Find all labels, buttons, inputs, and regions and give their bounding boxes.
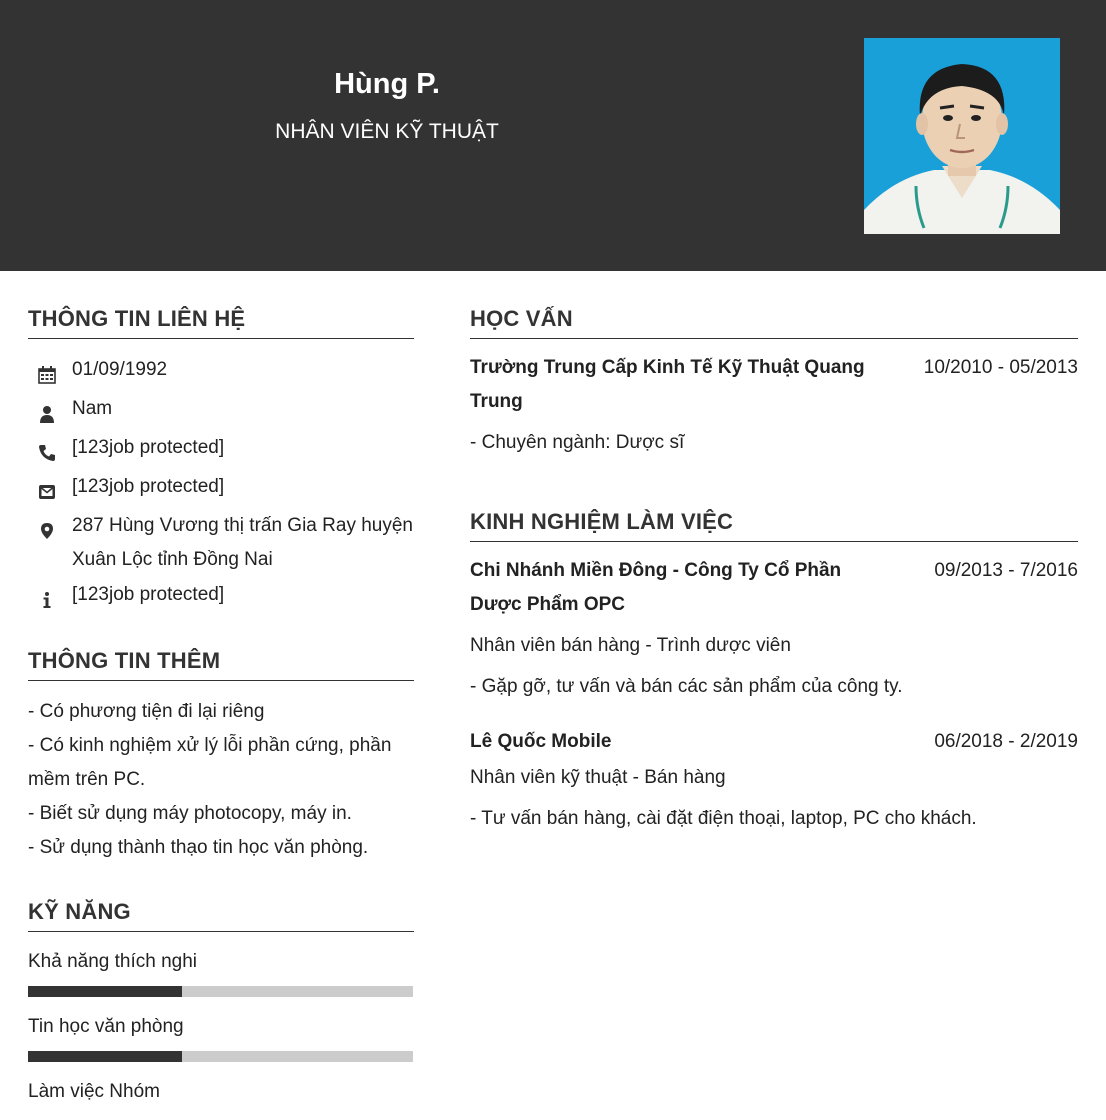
education-date: 10/2010 - 05/2013: [923, 357, 1078, 378]
education-title: HỌC VẤN: [470, 306, 1078, 339]
skill-name: Làm việc Nhóm: [28, 1081, 160, 1102]
phone-icon: [38, 440, 56, 458]
birthday-value: 01/09/1992: [72, 359, 168, 380]
contact-list: [28, 353, 414, 612]
contact-title: THÔNG TIN LIÊN HỆ: [28, 306, 414, 339]
phone-value: [123job protected]: [72, 437, 225, 458]
email-value: [123job protected]: [72, 476, 225, 497]
skill-item: [28, 950, 414, 997]
education-entry: [470, 351, 1078, 455]
address-value: 287 Hùng Vương thị trấn Gia Ray huyện Xuân Lộc tỉnh Đồng Nai: [72, 515, 413, 570]
skill-name: Tin học văn phòng: [28, 1016, 184, 1037]
profile-photo: [864, 38, 1060, 234]
skill-bar-fill: [28, 986, 182, 997]
contact-birthday: [28, 353, 414, 387]
skills-title: KỸ NĂNG: [28, 899, 414, 932]
map-pin-icon: [38, 518, 56, 536]
job-position: Nhân viên bán hàng - Trình dược viên: [470, 635, 791, 656]
job-date: 06/2018 - 2/2019: [934, 731, 1078, 752]
calendar-icon: [38, 362, 56, 380]
info-icon: [38, 587, 56, 605]
left-column: [28, 306, 414, 1104]
skill-bar: [28, 986, 413, 997]
experience-title: KINH NGHIỆM LÀM VIỆC: [470, 509, 1078, 542]
user-icon: [38, 401, 56, 419]
job-description: - Tư vấn bán hàng, cài đặt điện thoại, laptop, PC cho khách.: [470, 808, 977, 829]
gender-value: Nam: [72, 398, 113, 419]
candidate-name: Hùng P.: [334, 68, 440, 100]
extra-line: - Sử dụng thành thạo tin học văn phòng.: [28, 837, 369, 858]
extra-line: - Có phương tiện đi lại riêng: [28, 701, 265, 722]
job-description: - Gặp gỡ, tư vấn và bán các sản phẩm của công ty.: [470, 676, 903, 697]
extra-info-title: THÔNG TIN THÊM: [28, 648, 414, 681]
skill-item: [28, 1080, 414, 1104]
extra-info-list: [28, 695, 414, 865]
extra-line: - Có kinh nghiệm xử lý lỗi phần cứng, phần mềm trên PC.: [28, 735, 392, 790]
extra-line: - Biết sử dụng máy photocopy, máy in.: [28, 803, 352, 824]
contact-email: [28, 470, 414, 504]
header-banner: [0, 0, 1106, 271]
experience-entry: [470, 554, 1078, 699]
skill-bar: [28, 1051, 413, 1062]
right-column: [470, 306, 1078, 831]
job-date: 09/2013 - 7/2016: [934, 560, 1078, 581]
envelope-icon: [38, 479, 56, 497]
company-name: Lê Quốc Mobile: [470, 731, 612, 752]
contact-phone: [28, 431, 414, 465]
job-position: Nhân viên kỹ thuật - Bán hàng: [470, 767, 726, 788]
skill-name: Khả năng thích nghi: [28, 951, 198, 972]
company-name: Chi Nhánh Miền Đông - Công Ty Cổ Phần Dược Phẩm OPC: [470, 560, 842, 615]
skill-bar-fill: [28, 1051, 182, 1062]
contact-address: [28, 509, 414, 577]
school-name: Trường Trung Cấp Kinh Tế Kỹ Thuật Quang Trung: [470, 357, 865, 412]
contact-info: [28, 578, 414, 612]
experience-entry: [470, 725, 1078, 831]
info-value: [123job protected]: [72, 584, 225, 605]
skill-item: [28, 1015, 414, 1062]
candidate-role: NHÂN VIÊN KỸ THUẬT: [275, 120, 499, 143]
education-major: - Chuyên ngành: Dược sĩ: [470, 432, 685, 453]
contact-gender: [28, 392, 414, 426]
